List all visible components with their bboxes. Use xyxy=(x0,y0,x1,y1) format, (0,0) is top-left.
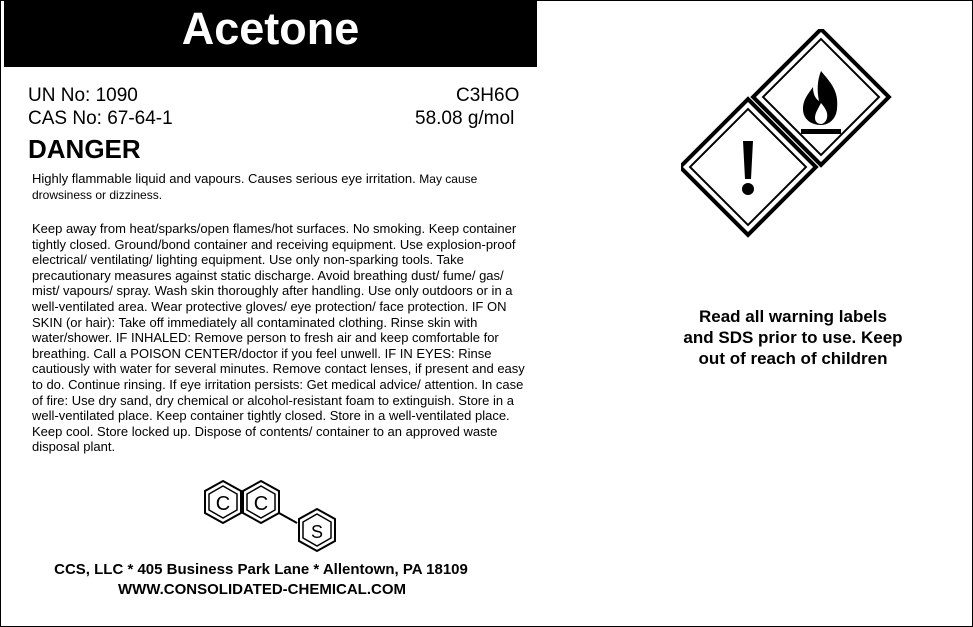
precautionary-statements: Keep away from heat/sparks/open flames/hot surfaces. No smoking. Keep container tightly closed. Ground/bond container and receiving equipment. Use explosion-proof electrical/ ventilating/ lighting equipment. Use only non-sparking tools. Take precautionary measures against static discharge. Avoid breathing dust/ fume/ gas/ mist/ vapours/ spray. Wash skin thoroughly after handling. Use only outdoors or in a well-ventilated area. Wear protective gloves/ eye protection/ face protection. IF ON SKIN (or hair): Take off immediately all contaminated clothing. Rinse skin with water/shower. IF INHALED: Remove person to fresh air and keep comfortable for breathing. Call a POISON CENTER/doctor if you feel unwell. IF IN EYES: Rinse cautiously with water for several minutes. Remove contact lenses, if present and easy to do. Continue rinsing. If eye irritation persists: Get medical advice/ attention. In case of fire: Use dry sand, dry chemical or alcohol-resistant foam to extinguish. Store in a well-ventilated place. Keep container tightly closed. Store in a well-ventilated place. Keep cool. Store locked up. Dispose of contents/ container to an approved waste disposal plant. xyxy=(32,221,525,455)
chemical-formula: C3H6O xyxy=(456,85,520,106)
logo-letter: C xyxy=(253,493,269,515)
molar-mass: 58.08 g/mol xyxy=(415,108,515,129)
warning-note-line: Read all warning labels xyxy=(698,307,887,326)
cas-number: CAS No: 67-64-1 xyxy=(28,108,173,129)
warning-note xyxy=(661,306,925,369)
warning-note-line: out of reach of children xyxy=(698,349,888,368)
company-address: CCS, LLC * 405 Business Park Lane * Allentown, PA 18109 xyxy=(54,561,468,578)
warning-note-line: and SDS prior to use. Keep xyxy=(683,328,903,347)
company-website: WWW.CONSOLIDATED-CHEMICAL.COM xyxy=(117,581,407,598)
ghs-pictograms xyxy=(681,29,901,249)
logo-letter: C xyxy=(215,493,231,515)
hazard-statement-main: Highly flammable liquid and vapours. Causes serious eye irritation. xyxy=(32,171,420,186)
logo-letter: S xyxy=(310,522,324,542)
company-logo xyxy=(199,477,344,553)
product-title: Acetone xyxy=(4,1,537,67)
un-number: UN No: 1090 xyxy=(28,85,138,106)
hazard-statement-small: May cause drowsiness or dizziness. xyxy=(32,172,478,202)
hazard-statement xyxy=(32,171,517,203)
signal-word: DANGER xyxy=(28,134,141,164)
